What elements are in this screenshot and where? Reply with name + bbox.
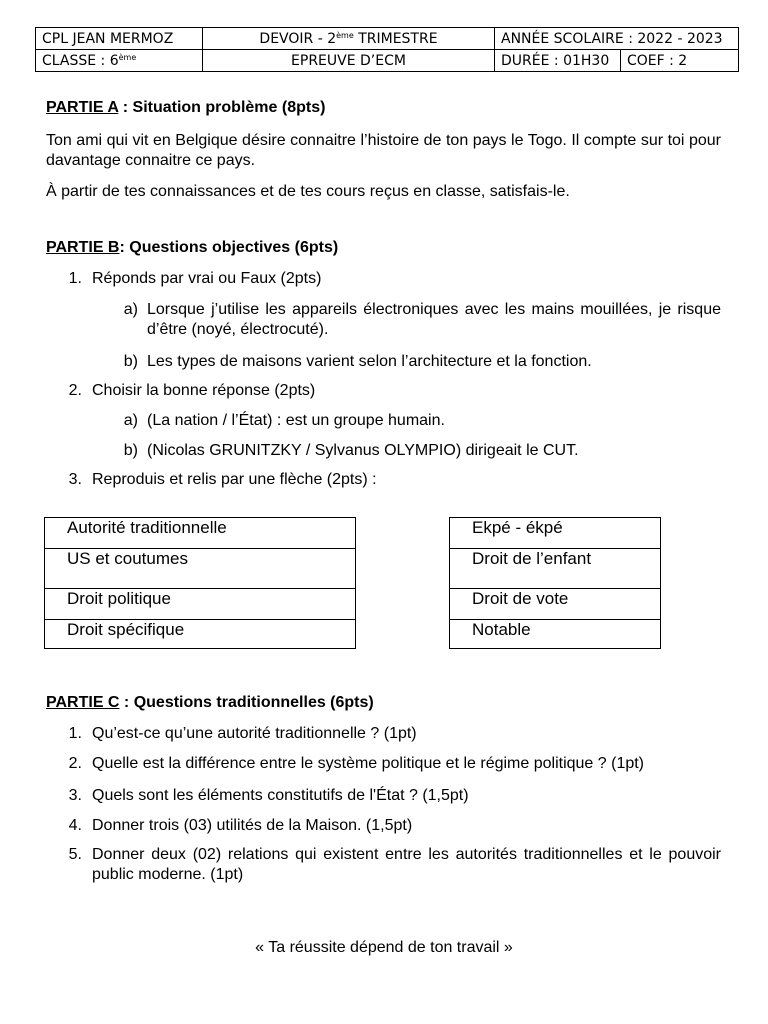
q2-number: 2. <box>68 382 82 399</box>
header-row-2 <box>36 50 739 72</box>
left-item-2: US et coutumes <box>45 549 356 589</box>
duree: DURÉE : 01H30 <box>495 50 621 72</box>
partie-a-heading: PARTIE A : Situation problème (8pts) <box>46 99 326 116</box>
left-item-3: Droit politique <box>45 589 356 620</box>
partie-c-heading: PARTIE C : Questions traditionnelles (6pts) <box>46 694 374 711</box>
c-q5-text: Donner deux (02) relations qui existent entre les autorités traditionnelles et le pouvoir public moderne. (1pt) <box>92 846 721 883</box>
school-name: CPL JEAN MERMOZ <box>36 28 203 50</box>
q2b-text: (Nicolas GRUNITZKY / Sylvanus OLYMPIO) dirigeait le CUT. <box>147 442 579 459</box>
c-q2-text: Quelle est la différence entre le système politique et le régime politique ? (1pt) <box>92 755 645 772</box>
q3-text: Reproduis et relis par une flèche (2pts) : <box>92 471 377 488</box>
partie-a-para-1: Ton ami qui vit en Belgique désire connaitre l’histoire de ton pays le Togo. Il compte sur toi pour davantage connaitre ce pays. <box>46 132 721 169</box>
q2-text: Choisir la bonne réponse (2pts) <box>92 382 316 399</box>
c-q1-text: Qu’est-ce qu’une autorité traditionnelle ? (1pt) <box>92 725 417 742</box>
c-q3-text: Quels sont les éléments constitutifs de l'État ? (1,5pt) <box>92 787 469 804</box>
left-item-1: Autorité traditionnelle <box>45 518 356 549</box>
right-item-1: Ekpé - ékpé <box>450 518 661 549</box>
right-item-4: Notable <box>450 620 661 649</box>
c-q3-number: 3. <box>68 787 82 804</box>
q1a-text: Lorsque j’utilise les appareils électroniques avec les mains mouillées, je risque d’être (noyé, électrocuté). <box>147 301 721 338</box>
q3-number: 3. <box>68 471 82 488</box>
partie-a-para-2: À partir de tes connaissances et de tes cours reçus en classe, satisfais-le. <box>46 183 570 200</box>
c-q4-text: Donner trois (03) utilités de la Maison. (1,5pt) <box>92 817 413 834</box>
partie-b-heading: PARTIE B: Questions objectives (6pts) <box>46 239 339 256</box>
c-q4-number: 4. <box>68 817 82 834</box>
right-item-2: Droit de l’enfant <box>450 549 661 589</box>
q1-text: Réponds par vrai ou Faux (2pts) <box>92 270 322 287</box>
devoir-title: DEVOIR - 2ème TRIMESTRE <box>203 28 495 50</box>
q1a-label: a) <box>123 301 138 318</box>
header-row-1 <box>36 28 739 50</box>
q2a-text: (La nation / l’État) : est un groupe humain. <box>147 412 445 429</box>
q1b-text: Les types de maisons varient selon l’architecture et la fonction. <box>147 353 592 370</box>
q1b-label: b) <box>123 353 138 370</box>
c-q1-number: 1. <box>68 725 82 742</box>
header-table <box>35 27 739 72</box>
match-table-left <box>44 517 356 649</box>
epreuve: EPREUVE D’ECM <box>203 50 495 72</box>
classe: CLASSE : 6ème <box>36 50 203 72</box>
c-q2-number: 2. <box>68 755 82 772</box>
match-table-right <box>449 517 661 649</box>
q2b-label: b) <box>123 442 138 459</box>
annee-scolaire: ANNÉE SCOLAIRE : 2022 - 2023 <box>495 28 739 50</box>
right-item-3: Droit de vote <box>450 589 661 620</box>
coef: COEF : 2 <box>621 50 739 72</box>
left-item-4: Droit spécifique <box>45 620 356 649</box>
q1-number: 1. <box>68 270 82 287</box>
q2a-label: a) <box>123 412 138 429</box>
footer-quote: « Ta réussite dépend de ton travail » <box>255 939 513 956</box>
c-q5-number: 5. <box>68 846 82 863</box>
